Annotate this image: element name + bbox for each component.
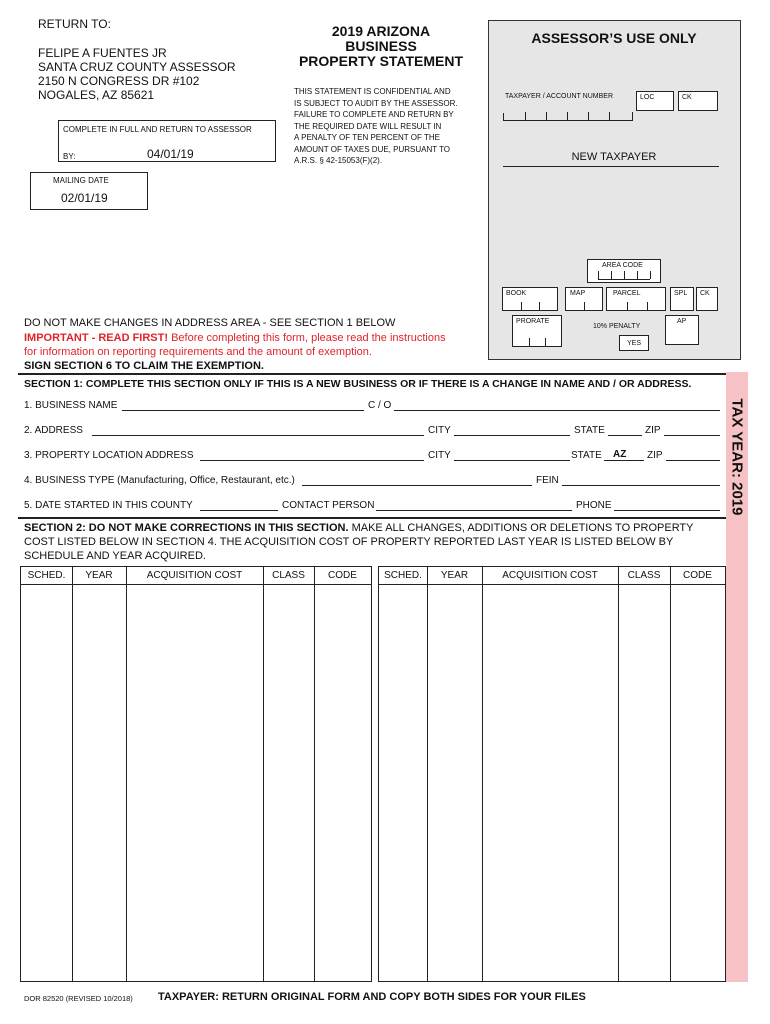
ck-label: CK	[682, 94, 692, 101]
form-title-line: BUSINESS	[345, 38, 417, 54]
state-label: STATE	[574, 425, 605, 436]
date-started-input[interactable]	[200, 510, 278, 511]
section2-header-bold: SECTION 2: DO NOT MAKE CORRECTIONS IN THIS SECTION.	[24, 522, 349, 534]
col-acquisition-cost: ACQUISITION COST	[502, 570, 598, 581]
map-field[interactable]	[565, 287, 603, 311]
col-code: CODE	[328, 570, 357, 581]
ck-field[interactable]	[678, 91, 718, 111]
ap-label: AP	[677, 318, 687, 325]
parcel-label: PARCEL	[613, 290, 641, 297]
col-sched: SCHED.	[27, 570, 66, 581]
penalty-label: 10% PENALTY	[593, 323, 641, 330]
col-code: CODE	[683, 570, 712, 581]
col-sched: SCHED.	[384, 570, 422, 581]
important-line2: for information on reporting requirements and the amount of exemption.	[24, 346, 372, 358]
section1-top-rule	[18, 373, 726, 375]
co-label: C / O	[368, 400, 392, 411]
date-started-label: 5. DATE STARTED IN THIS COUNTY	[24, 500, 193, 511]
confidential-notice	[294, 86, 472, 167]
business-type-label: 4. BUSINESS TYPE (Manufacturing, Office, Restaurant, etc.)	[24, 475, 295, 486]
new-taxpayer-line	[503, 166, 719, 167]
yes-label: YES	[627, 340, 642, 347]
form-title	[286, 24, 476, 69]
return-address-line: FELIPE A FUENTES JR	[38, 46, 167, 60]
zip-input[interactable]	[664, 435, 720, 436]
complete-box	[58, 120, 276, 162]
by-label: BY:	[63, 152, 76, 161]
fein-input[interactable]	[562, 485, 720, 486]
important-rest: Before completing this form, please read the instructions	[168, 332, 446, 344]
no-changes-notice: DO NOT MAKE CHANGES IN ADDRESS AREA - SEE SECTION 1 BELOW	[24, 317, 396, 329]
parcel-field[interactable]	[606, 287, 666, 311]
fein-label: FEIN	[536, 475, 559, 486]
ck2-field[interactable]	[696, 287, 718, 311]
mailing-date-value: 02/01/19	[61, 191, 108, 205]
sign-notice: SIGN SECTION 6 TO CLAIM THE EXEMPTION.	[24, 360, 264, 372]
loc-field[interactable]	[636, 91, 674, 111]
business-type-input[interactable]	[302, 485, 532, 486]
city-input[interactable]	[454, 435, 570, 436]
mailing-date-box	[30, 172, 148, 210]
col-class: CLASS	[627, 570, 661, 581]
confidential-line: THIS STATEMENT IS CONFIDENTIAL AND	[294, 87, 451, 96]
business-name-label: 1. BUSINESS NAME	[24, 400, 118, 411]
section2-line3: SCHEDULE AND YEAR ACQUIRED.	[24, 550, 206, 562]
return-address-line: 2150 N CONGRESS DR #102	[38, 74, 200, 88]
property-state-value: AZ	[613, 449, 627, 460]
acquisition-table-right	[378, 566, 726, 982]
map-label: MAP	[570, 290, 586, 297]
table-header-rule	[379, 584, 725, 585]
spl-field[interactable]	[670, 287, 694, 311]
return-address-line: SANTA CRUZ COUNTY ASSESSOR	[38, 60, 236, 74]
col-class: CLASS	[272, 570, 305, 581]
book-field[interactable]	[502, 287, 558, 311]
contact-person-input[interactable]	[376, 510, 572, 511]
contact-person-label: CONTACT PERSON	[282, 500, 375, 511]
yes-field[interactable]	[619, 335, 649, 351]
by-date: 04/01/19	[147, 147, 194, 161]
form-id: DOR 82520 (REVISED 10/2018)	[24, 994, 133, 1003]
phone-label: PHONE	[576, 500, 612, 511]
confidential-line: FAILURE TO COMPLETE AND RETURN BY	[294, 110, 454, 119]
col-year: YEAR	[85, 570, 113, 581]
prorate-label: PRORATE	[516, 318, 550, 325]
spl-label: SPL	[674, 290, 688, 297]
business-name-input[interactable]	[122, 410, 364, 411]
new-taxpayer-label: NEW TAXPAYER	[571, 151, 657, 163]
confidential-line: A.R.S. § 42-15053(F)(2).	[294, 156, 383, 165]
assessor-use-panel	[488, 20, 741, 360]
property-location-label: 3. PROPERTY LOCATION ADDRESS	[24, 450, 194, 461]
property-city-input[interactable]	[454, 460, 570, 461]
assessor-title: ASSESSOR’S USE ONLY	[531, 30, 697, 46]
phone-input[interactable]	[614, 510, 720, 511]
area-code-field[interactable]	[587, 259, 661, 283]
zip-label: ZIP	[645, 425, 661, 436]
city-label: CITY	[428, 450, 451, 461]
important-bold: IMPORTANT - READ FIRST!	[24, 332, 169, 344]
mailing-date-label: MAILING DATE	[53, 176, 109, 185]
return-address-line: NOGALES, AZ 85621	[38, 88, 155, 102]
confidential-line: AMOUNT OF TAXES DUE, PURSUANT TO	[294, 144, 451, 154]
form-title-line: 2019 ARIZONA	[331, 23, 431, 39]
loc-label: LOC	[640, 94, 655, 101]
ap-field[interactable]	[665, 315, 699, 345]
return-to-label: RETURN TO:	[38, 17, 111, 31]
taxpayer-account-label: TAXPAYER / ACCOUNT NUMBER	[505, 93, 613, 100]
col-acquisition-cost: ACQUISITION COST	[146, 570, 243, 581]
section1-header: SECTION 1: COMPLETE THIS SECTION ONLY IF THIS IS A NEW BUSINESS OR IF THERE IS A CHANGE IN NAME AND / OR ADDRESS.	[24, 378, 692, 390]
area-code-label: AREA CODE	[602, 262, 643, 269]
important-notice	[24, 332, 446, 345]
form-title-line: PROPERTY STATEMENT	[298, 53, 464, 69]
property-zip-input[interactable]	[666, 460, 720, 461]
taxpayer-account-field[interactable]	[503, 91, 633, 121]
address-input[interactable]	[92, 435, 424, 436]
prorate-field[interactable]	[512, 315, 562, 347]
table-header-rule	[21, 584, 371, 585]
col-year: YEAR	[440, 570, 469, 581]
state-label: STATE	[571, 450, 602, 461]
co-input[interactable]	[394, 410, 720, 411]
book-label: BOOK	[506, 290, 527, 297]
section2-header	[24, 521, 694, 563]
city-label: CITY	[428, 425, 451, 436]
ck2-label: CK	[700, 290, 710, 297]
footer-instruction: TAXPAYER: RETURN ORIGINAL FORM AND COPY BOTH SIDES FOR YOUR FILES	[158, 991, 586, 1003]
confidential-line: IS SUBJECT TO AUDIT BY THE ASSESSOR.	[294, 98, 458, 108]
confidential-line: A PENALTY OF TEN PERCENT OF THE	[294, 133, 440, 142]
confidential-line: THE REQUIRED DATE WILL RESULT IN	[294, 121, 442, 131]
complete-box-label: COMPLETE IN FULL AND RETURN TO ASSESSOR	[63, 125, 252, 134]
property-location-input[interactable]	[200, 460, 424, 461]
section2-top-rule	[18, 517, 726, 519]
address-label: 2. ADDRESS	[24, 425, 83, 436]
tax-year-label: TAX YEAR: 2019	[728, 398, 746, 516]
zip-label: ZIP	[647, 450, 663, 461]
return-address	[38, 46, 236, 102]
section2-header-rest: MAKE ALL CHANGES, ADDITIONS OR DELETIONS TO PROPERTY	[348, 522, 694, 534]
acquisition-table-left	[20, 566, 372, 982]
section2-line2: COST LISTED BELOW IN SECTION 4. THE ACQUISITION COST OF PROPERTY REPORTED LAST YEAR IS LISTED BELOW BY	[24, 536, 674, 548]
state-input[interactable]	[608, 435, 642, 436]
